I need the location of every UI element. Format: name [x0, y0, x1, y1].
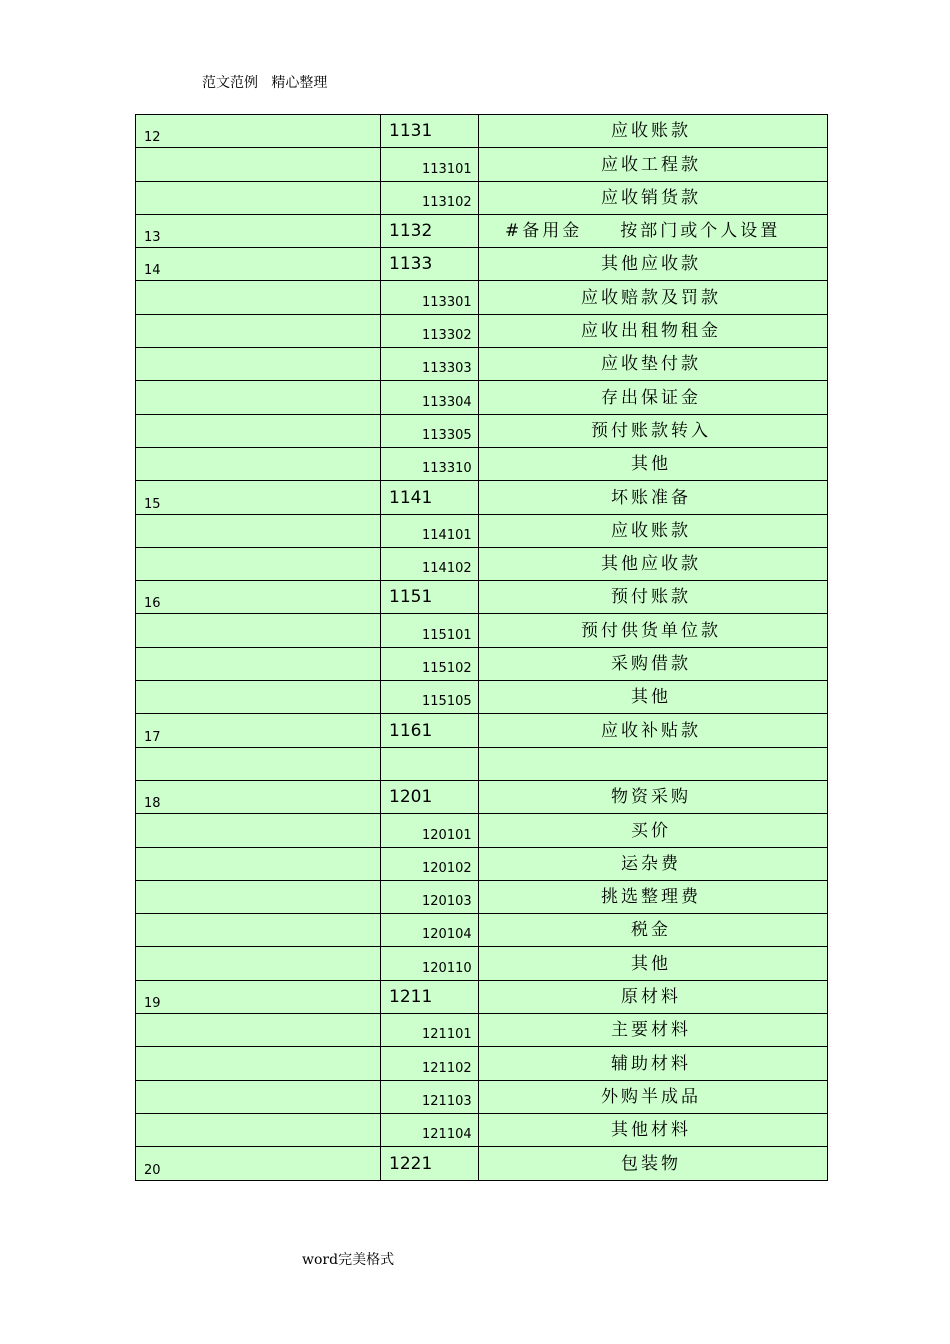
account-name-cell: 原材料 [479, 980, 828, 1013]
account-code-cell: 120104 [381, 914, 479, 947]
account-code-cell [381, 747, 479, 780]
table-row [136, 514, 828, 547]
account-name-cell [479, 214, 828, 247]
row-index-cell [136, 547, 381, 580]
account-name-cell: 应收补贴款 [479, 714, 828, 747]
account-name-cell: 包装物 [479, 1147, 828, 1180]
row-index-cell: 17 [136, 714, 381, 747]
account-code-cell: 120101 [381, 814, 479, 847]
header-right: 精心整理 [271, 75, 328, 91]
account-code-cell: 120103 [381, 880, 479, 913]
account-name: #备用金 [505, 221, 583, 242]
table-row [136, 880, 828, 913]
table-row [136, 914, 828, 947]
account-code-cell: 115102 [381, 647, 479, 680]
account-code-cell: 1141 [381, 481, 479, 514]
account-code-cell: 1151 [381, 581, 479, 614]
account-code-cell: 1211 [381, 980, 479, 1013]
account-code-cell: 1131 [381, 115, 479, 148]
account-code-cell: 113303 [381, 348, 479, 381]
account-code-cell: 121103 [381, 1080, 479, 1113]
row-index-cell [136, 1113, 381, 1146]
page-header [202, 72, 327, 92]
table-row [136, 148, 828, 181]
account-name-cell: 辅助材料 [479, 1047, 828, 1080]
account-code-cell: 1161 [381, 714, 479, 747]
account-name-cell: 应收账款 [479, 115, 828, 148]
row-index-cell [136, 814, 381, 847]
account-code-cell: 113301 [381, 281, 479, 314]
account-code-cell: 1201 [381, 780, 479, 813]
account-name-cell: 其他 [479, 947, 828, 980]
account-name-cell: 其他应收款 [479, 248, 828, 281]
table-row [136, 414, 828, 447]
account-code-cell: 114101 [381, 514, 479, 547]
account-name-cell: 其他 [479, 447, 828, 480]
row-index-cell: 14 [136, 248, 381, 281]
row-index-cell [136, 1014, 381, 1047]
table-row [136, 980, 828, 1013]
table-row [136, 248, 828, 281]
table-row [136, 381, 828, 414]
table-row [136, 348, 828, 381]
table-row [136, 1047, 828, 1080]
account-code-cell: 120102 [381, 847, 479, 880]
account-code-cell: 1133 [381, 248, 479, 281]
table-row [136, 214, 828, 247]
table-row [136, 181, 828, 214]
account-name-cell: 其他材料 [479, 1113, 828, 1146]
table-row [136, 547, 828, 580]
account-name-cell: 运杂费 [479, 847, 828, 880]
account-code-cell: 113310 [381, 447, 479, 480]
table-row [136, 115, 828, 148]
account-name-cell: 应收垫付款 [479, 348, 828, 381]
table-row [136, 281, 828, 314]
account-name-cell: 应收销货款 [479, 181, 828, 214]
account-name-cell: 物资采购 [479, 780, 828, 813]
table-row [136, 581, 828, 614]
account-name-cell: 存出保证金 [479, 381, 828, 414]
account-name-cell: 采购借款 [479, 647, 828, 680]
row-index-cell: 13 [136, 214, 381, 247]
row-index-cell [136, 181, 381, 214]
account-name-cell: 应收工程款 [479, 148, 828, 181]
account-code-cell: 1132 [381, 214, 479, 247]
table-row [136, 314, 828, 347]
table-row [136, 447, 828, 480]
account-code-cell: 115105 [381, 681, 479, 714]
row-index-cell: 18 [136, 780, 381, 813]
row-index-cell [136, 381, 381, 414]
account-name-cell: 坏账准备 [479, 481, 828, 514]
row-index-cell [136, 647, 381, 680]
row-index-cell: 20 [136, 1147, 381, 1180]
table-row [136, 1113, 828, 1146]
table-row [136, 1080, 828, 1113]
row-index-cell [136, 747, 381, 780]
table-row [136, 780, 828, 813]
table-row [136, 481, 828, 514]
row-index-cell [136, 880, 381, 913]
account-code-cell: 113102 [381, 181, 479, 214]
account-name-cell: 预付供货单位款 [479, 614, 828, 647]
table-row [136, 647, 828, 680]
account-code-cell: 121104 [381, 1113, 479, 1146]
account-name-cell: 应收赔款及罚款 [479, 281, 828, 314]
account-code-cell: 113304 [381, 381, 479, 414]
account-code-cell: 120110 [381, 947, 479, 980]
row-index-cell: 12 [136, 115, 381, 148]
account-name-cell: 税金 [479, 914, 828, 947]
account-table [135, 114, 828, 1181]
row-index-cell: 19 [136, 980, 381, 1013]
account-name-cell: 买价 [479, 814, 828, 847]
table-row [136, 847, 828, 880]
account-name-cell: 挑选整理费 [479, 880, 828, 913]
row-index-cell [136, 148, 381, 181]
table-row [136, 681, 828, 714]
row-index-cell [136, 914, 381, 947]
row-index-cell [136, 947, 381, 980]
account-name-cell: 预付账款 [479, 581, 828, 614]
account-code-cell: 121102 [381, 1047, 479, 1080]
row-index-cell [136, 847, 381, 880]
account-name-cell: 其他应收款 [479, 547, 828, 580]
account-name-cell: 外购半成品 [479, 1080, 828, 1113]
row-index-cell [136, 447, 381, 480]
account-name-cell [479, 747, 828, 780]
table-row [136, 614, 828, 647]
account-note: 按部门或个人设置 [620, 221, 781, 242]
row-index-cell [136, 314, 381, 347]
header-left: 范文范例 [202, 75, 258, 91]
table-row [136, 714, 828, 747]
row-index-cell [136, 614, 381, 647]
row-index-cell [136, 514, 381, 547]
account-code-cell: 114102 [381, 547, 479, 580]
account-name-cell: 其他 [479, 681, 828, 714]
account-code-cell: 121101 [381, 1014, 479, 1047]
account-code-cell: 115101 [381, 614, 479, 647]
row-index-cell [136, 681, 381, 714]
row-index-cell [136, 281, 381, 314]
row-index-cell [136, 414, 381, 447]
row-index-cell: 16 [136, 581, 381, 614]
table-row [136, 947, 828, 980]
table-row [136, 747, 828, 780]
account-name-cell: 主要材料 [479, 1014, 828, 1047]
account-code-cell: 1221 [381, 1147, 479, 1180]
row-index-cell [136, 348, 381, 381]
account-code-cell: 113101 [381, 148, 479, 181]
table-row [136, 1147, 828, 1180]
account-code-cell: 113302 [381, 314, 479, 347]
account-name-cell: 应收出租物租金 [479, 314, 828, 347]
row-index-cell: 15 [136, 481, 381, 514]
row-index-cell [136, 1080, 381, 1113]
page-footer: word完美格式 [302, 1252, 395, 1268]
account-name-cell: 预付账款转入 [479, 414, 828, 447]
table-row [136, 1014, 828, 1047]
table-row [136, 814, 828, 847]
account-table-body [136, 115, 828, 1181]
account-name-cell: 应收账款 [479, 514, 828, 547]
account-code-cell: 113305 [381, 414, 479, 447]
row-index-cell [136, 1047, 381, 1080]
